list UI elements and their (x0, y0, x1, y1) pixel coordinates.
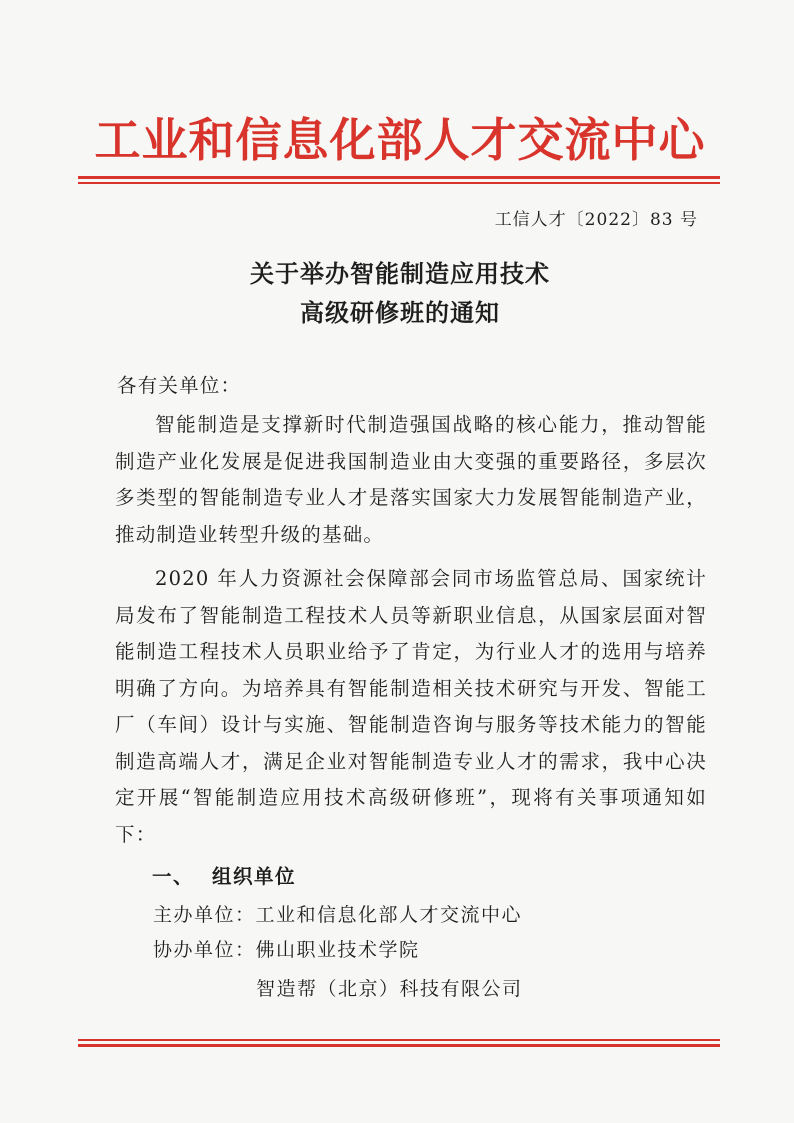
paragraph-1: 智能制造是支撑新时代制造强国战略的核心能力，推动智能制造产业化发展是促进我国制造业由大变强的重要路径，多层次多类型的智能制造专业人才是落实国家大力发展智能制造产业，推动制造业转型升级的基础。 (115, 413, 707, 546)
section-title: 组织单位 (212, 865, 297, 888)
paragraph-2: 2020 年人力资源社会保障部会同市场监管总局、国家统计局发布了智能制造工程技术人员等新职业信息，从国家层面对智能制造工程技术人员职业给予了肯定，为行业人才的选用与培养明确了方向。为培养具有智能制造相关技术研究与开发、智能工厂（车间）设计与实施、智能制造咨询与服务等技术能力的智能制造高端人才，满足企业对智能制造专业人才的需求，我中心决定开展“智能制造应用技术高级研修班”，现将有关事项通知如下： (115, 567, 707, 846)
masthead-title: 工业和信息化部人才交流中心 (94, 113, 706, 167)
co-organizer-2: 智造帮（北京）科技有限公司 (256, 978, 523, 1000)
section-number: 一、 (152, 865, 195, 888)
masthead-rule-thin (78, 182, 720, 184)
section-heading-organizers (152, 861, 296, 889)
co-organizer-1: 佛山职业技术学院 (255, 939, 420, 961)
footer-rule-thick (78, 1044, 720, 1047)
document-title-line1: 关于举办智能制造应用技术 (250, 259, 550, 288)
host-label: 主办单位： (153, 904, 256, 926)
host-organization: 工业和信息化部人才交流中心 (255, 904, 523, 926)
host-organization-line (153, 900, 522, 927)
salutation: 各有关单位： (117, 374, 242, 397)
co-organizer-line (153, 935, 420, 962)
masthead-rule-thick (78, 176, 720, 179)
footer-rule-thin (78, 1039, 720, 1041)
document-number: 工信人才〔2022〕83 号 (494, 210, 698, 230)
co-organizer-label: 协办单位： (153, 939, 256, 961)
document-title-line2: 高级研修班的通知 (300, 298, 500, 327)
